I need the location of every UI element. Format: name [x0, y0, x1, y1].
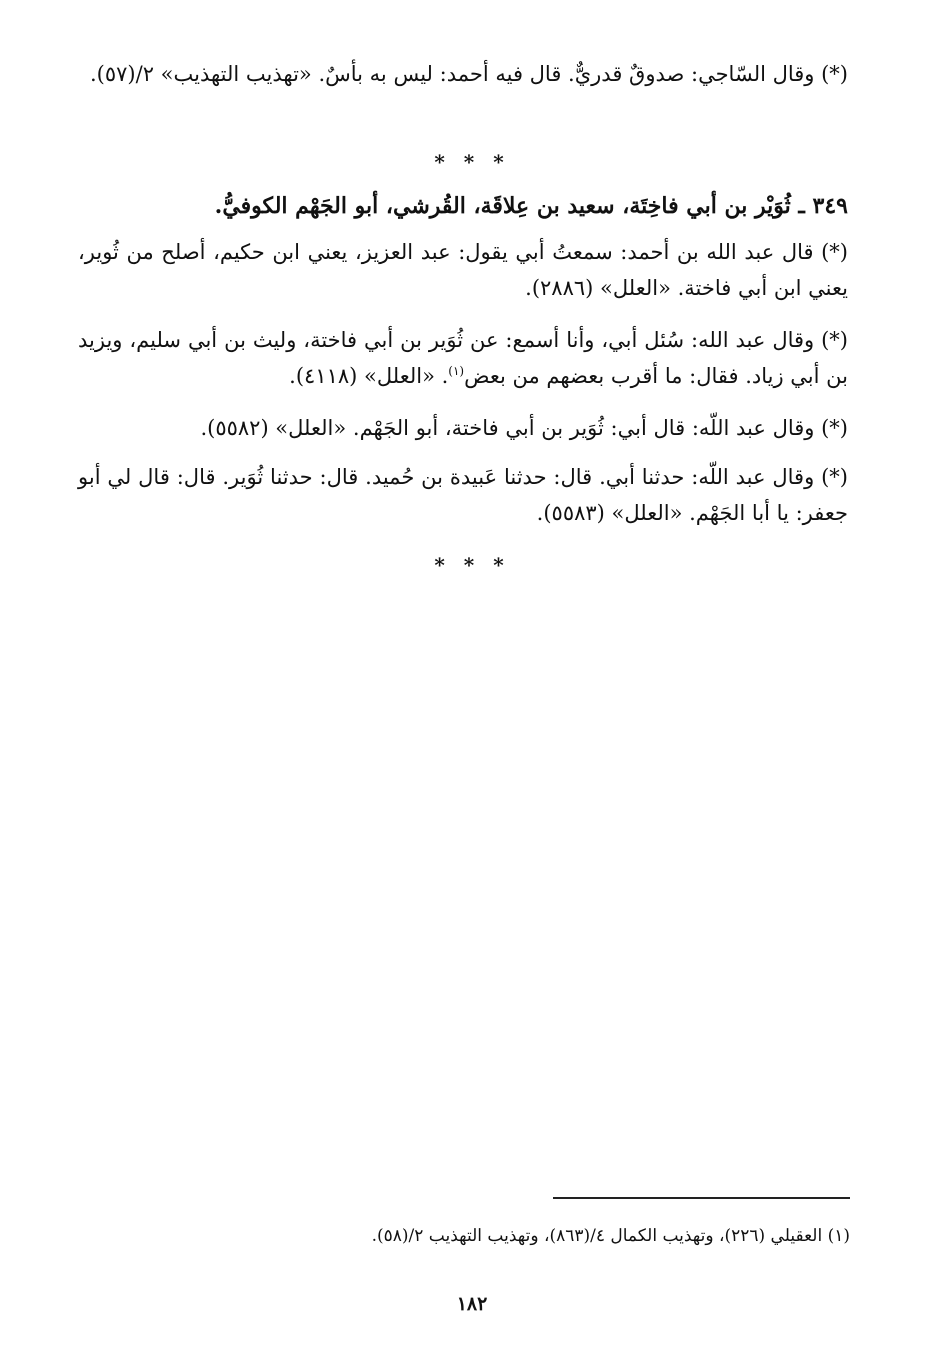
- footnote-reference: (١): [448, 364, 465, 378]
- paragraph-saji-quote: (*) وقال السّاجي: صدوقٌ قدريٌّ. قال فيه أحمد: ليس به بأسٌ. «تهذيب التهذيب» ٢/(٥٧).: [89, 62, 848, 86]
- section-separator-top: * * *: [434, 150, 510, 174]
- page-number: ١٨٢: [456, 1293, 488, 1315]
- paragraph-abdullah-quote-4: (*) وقال عبد اللّه: حدثنا أبي. قال: حدثنا عَبيدة بن حُميد. قال: حدثنا ثُوَير. قال: قال لي أبو جعفر: يا أبا الجَهْم. «العلل» (٥٥٨٣).: [78, 465, 848, 525]
- section-separator-bottom: * * *: [434, 553, 510, 577]
- footnote-1: (١) العقيلي (٢٢٦)، وتهذيب الكمال ٤/(٨٦٣)، وتهذيب التهذيب ٢/(٥٨).: [371, 1226, 850, 1246]
- paragraph-abdullah-quote-2-text: (*) وقال عبد الله: سُئل أبي، وأنا أسمع: عن ثُوَير بن أبي فاختة، وليث بن أبي سليم، ويزيد بن أبي زياد. فقال: ما أقرب بعضهم من بعض: [78, 328, 848, 388]
- paragraph-abdullah-quote-1: (*) قال عبد الله بن أحمد: سمعتُ أبي يقول: عبد العزيز، يعني ابن حكيم، أصلح من ثُوير، يعني ابن أبي فاختة. «العلل» (٢٨٨٦).: [78, 240, 848, 300]
- entry-title: ٣٤٩ ـ ثُوَيْر بن أبي فاخِتَة، سعيد بن عِلاقَة، القُرشي، أبو الجَهْم الكوفيُّ.: [214, 193, 848, 219]
- paragraph-abdullah-quote-2: [78, 322, 848, 394]
- paragraph-abdullah-quote-2-citation: . «العلل» (٤١١٨).: [289, 364, 449, 388]
- footnote-divider: [553, 1197, 850, 1199]
- paragraph-abdullah-quote-3: (*) وقال عبد اللّه: قال أبي: ثُوَير بن أبي فاختة، أبو الجَهْم. «العلل» (٥٥٨٢).: [200, 416, 848, 440]
